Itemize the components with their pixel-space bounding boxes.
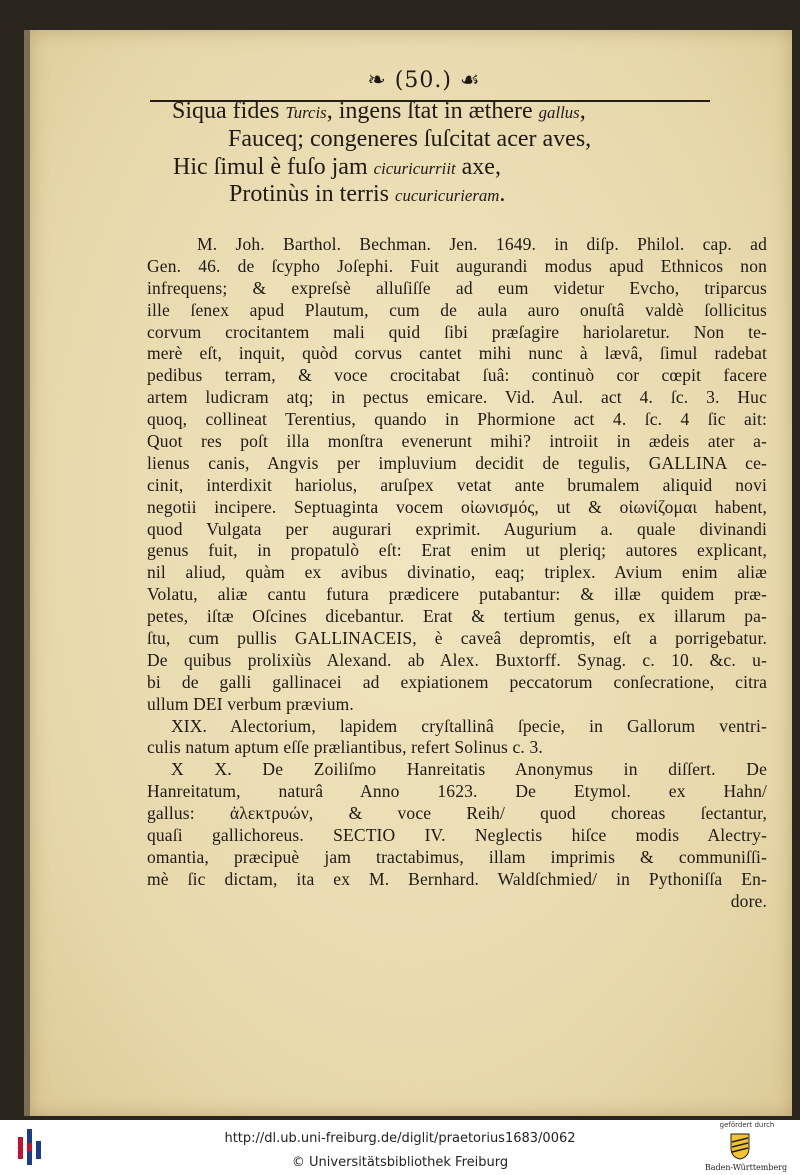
text-line: bi de galli gallinacei ad expiationem peccatorum conſecratione, citra xyxy=(147,671,767,692)
sponsor-label: gefördert durch xyxy=(719,1121,775,1129)
text-line: petes, iſtæ Oſcines dicebantur. Erat & tertium genus, ex illarum pa- xyxy=(147,606,767,627)
header-ornament-right: ☙ xyxy=(459,68,481,93)
page-header xyxy=(140,68,708,93)
source-url[interactable]: http://dl.ub.uni-freiburg.de/diglit/praetorius1683/0062 xyxy=(224,1131,576,1146)
text-line: pedibus terram, & voce crocitabat ſuâ: continuò cor cœpit facere xyxy=(147,365,767,386)
text-line: XIX. Alectorium, lapidem cryſtallinâ ſpecie, in Gallorum ventri- xyxy=(171,715,767,736)
text-line: gallus: ἀλεκτρυών, & voce Reih/ quod choreas ſectantur, xyxy=(147,803,767,824)
verse-line-2: Fauceq; congeneres ſuſcitat acer aves, xyxy=(228,126,592,152)
text-line: Gen. 46. de ſcypho Joſephi. Fuit augurandi modus apud Ethnicos non xyxy=(147,255,767,276)
page-number: (50.) xyxy=(394,68,452,93)
text-line: quoq, collineat Terentius, quando in Phormione act 4. ſc. 4 ſic ait: xyxy=(147,409,767,430)
verse-line-3: Hic ſimul è fuſo jam cicuricurriit axe, xyxy=(173,154,501,180)
text-line: omantia, præcipuè jam tractabimus, illam imprimis & communiſſi- xyxy=(147,846,767,867)
body-text xyxy=(147,234,767,913)
copyright-notice: © Universitätsbibliothek Freiburg xyxy=(291,1155,509,1170)
text-line: ille ſenex apud Plautum, cum de aula auro onuſtâ valdè ſollicitus xyxy=(147,299,767,320)
text-line: quod Vulgata per augurari exprimit. Augurium a. quale divinandi xyxy=(147,518,767,539)
state-crest-icon xyxy=(729,1132,751,1160)
sponsor-name: Baden-Württemberg xyxy=(704,1163,788,1172)
text-line: mè ſic dictam, ita ex M. Bernhard. Waldſchmied/ in Pythoniſſa En- xyxy=(147,868,767,889)
text-line: Volatu, aliæ cantu futura prædicere putabantur: & illæ quidem præ- xyxy=(147,584,767,605)
text-line: negotii incipere. Septuaginta vocem οἰωνισμός, ut & οἰωνίζομαι habent, xyxy=(147,496,767,517)
text-line: ullum DEI verbum prævium. xyxy=(147,693,354,714)
text-line: Quot res poſt illa monſtra evenerunt mihi? introiit in ædeis ater a- xyxy=(147,431,767,452)
text-line: cinit, interdixit hariolus, aruſpex vetat ante brumalem aliquid novi xyxy=(147,474,767,495)
text-line: De quibus prolixiùs Alexand. ab Alex. Buxtorff. Synag. c. 10. &c. u- xyxy=(147,649,767,670)
text-line: quaſi gallichoreus. SECTIO IV. Neglectis hiſce modis Alectry- xyxy=(147,825,767,846)
text-line: artem ludicram atq; in pectus emicare. Vid. Aul. act 4. ſc. 3. Huc xyxy=(147,387,767,408)
text-line: X X. De Zoiliſmo Hanreitatis Anonymus in diſſert. De xyxy=(171,759,767,780)
text-line: genus fuit, in propatulò eſt: Erat enim ut pleriq; autores explicant, xyxy=(147,540,767,561)
verse-line-4: Protinùs in terris cucuricurieram. xyxy=(229,181,506,207)
text-line: M. Joh. Barthol. Bechman. Jen. 1649. in diſp. Philol. cap. ad xyxy=(197,234,767,254)
text-line: Hanreitatum, naturâ Anno 1623. De Etymol. ex Hahn/ xyxy=(147,781,767,802)
verse-line-1: Siqua fides Turcis, ingens ſtat in æthere gallus, xyxy=(172,98,586,124)
text-line: culis natum aptum eſſe præliantibus, refert Solinus c. 3. xyxy=(147,737,543,758)
text-line: merè eſt, inquit, quòd corvus cantet mihi nunc à lævâ, ſimul radebat xyxy=(147,343,767,364)
text-line: nil aliud, quàm ex avibus divinatio, eaq; triplex. Avium enim aliæ xyxy=(147,562,767,583)
header-ornament-left: ❧ xyxy=(367,68,387,93)
text-line: ſtu, cum pullis GALLINACEIS, è caveâ depromtis, eſt a porrigebatur. xyxy=(147,628,767,649)
text-line: corvum crocitantem mali quid ſibi præſagire hariolaretur. Non te- xyxy=(147,321,767,342)
text-line: dore. xyxy=(730,890,767,911)
text-line: lienus canis, Angvis per impluvium decidit de tegulis, GALLINA ce- xyxy=(147,452,767,473)
text-line: infrequens; & expreſsè alluſiſſe ad eum videtur Evcho, triparcus xyxy=(147,277,767,298)
